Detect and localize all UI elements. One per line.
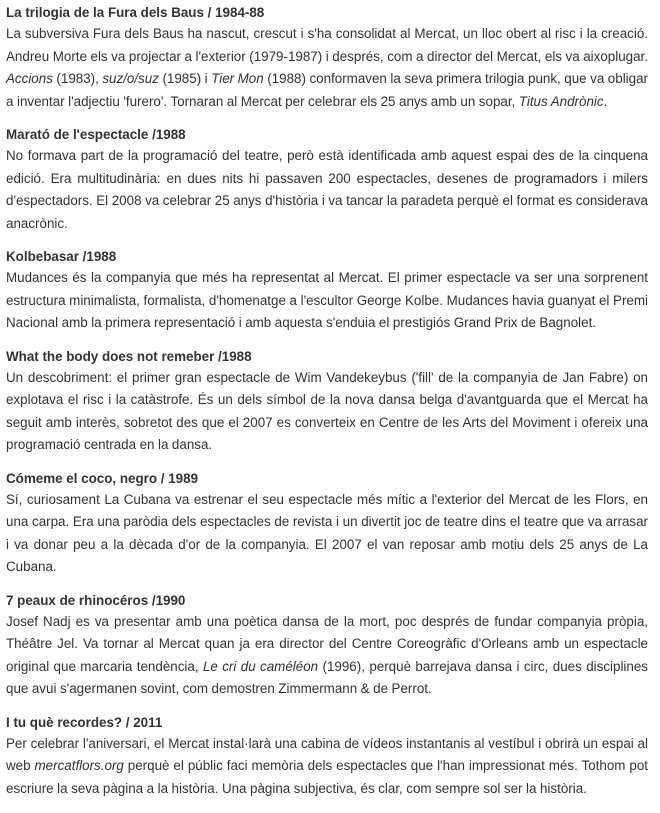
entry-body bbox=[6, 145, 648, 235]
entry-date: / 1989 bbox=[157, 470, 199, 486]
entry-heading bbox=[6, 592, 648, 610]
entry-7-peaux bbox=[6, 592, 648, 701]
text-run: (1988) conformaven la seva primera trilogia punk, que va obligar a inventar l'adjectiu 'furero'. Tornaran al Mercat per celebrar els 25 anys amb un sopar, bbox=[6, 71, 649, 109]
entry-heading bbox=[6, 248, 648, 266]
text-run: No formava part de la programació del teatre, però està identificada amb aquest espai des de la cinquena edició. Era multitudinària: en dues nits hi passaven 200 espectacles, desenes de programadors i milers d'espectadors. El 2008 va celebrar 25 anys d'història i va tancar la paradeta perquè el format es considerava anacrònic. bbox=[6, 148, 648, 231]
entry-heading bbox=[6, 4, 648, 22]
text-run: (1996), perquè barrejava dansa i circ, dues disciplines que avui s'agermanen sovint, com demostren Zimmermann & de Perrot. bbox=[6, 658, 648, 696]
entry-body bbox=[6, 733, 648, 801]
entry-body bbox=[6, 367, 648, 457]
entry-comeme-el-coco bbox=[6, 470, 648, 579]
entry-title: La trilogia de la Fura dels Baus bbox=[6, 5, 204, 20]
entry-title: 7 peaux de rhinocéros bbox=[6, 592, 149, 608]
entry-date: / 1984-88 bbox=[203, 5, 265, 20]
entry-body bbox=[6, 267, 648, 335]
entry-marato bbox=[6, 126, 648, 235]
entry-fura-dels-baus bbox=[6, 4, 648, 113]
italic-title: Accions bbox=[6, 71, 53, 86]
entry-date: /1988 bbox=[214, 348, 252, 364]
text-run: Per celebrar l'aniversari, el Mercat instal·larà una cabina de vídeos instantanis al vestíbul i obrirà un espai al web bbox=[6, 735, 648, 773]
italic-title: Le cri du caméléon bbox=[202, 658, 319, 674]
italic-title: Titus Andrònic bbox=[518, 93, 604, 109]
entry-date: /1988 bbox=[78, 249, 117, 264]
entry-heading bbox=[6, 126, 648, 144]
entry-what-the-body bbox=[6, 348, 648, 457]
text-run: La subversiva Fura dels Baus ha nascut, crescut i s'ha consolidat al Mercat, un lloc obert al risc i la creació. Andreu Morte els va projectar a l'exterior (1979-1987) i després, com a director del Mercat, els va aixoplugar. bbox=[6, 26, 648, 64]
text-run: (1985) i bbox=[158, 71, 212, 86]
entry-body bbox=[6, 23, 648, 113]
entry-body bbox=[6, 489, 648, 579]
entry-title: Kolbebasar bbox=[6, 249, 79, 264]
italic-title: suz/o/suz bbox=[102, 71, 159, 86]
text-run: Sí, curiosament La Cubana va estrenar el seu espectacle més mític a l'exterior del Mercat de les Flors, en una carpa. Era una paròdia dels espectacles de revista i un divertit joc de teatre dins el teatre que va arrasar i va donar peu a la dècada d'or de la companyia. El 2007 el van reposar amb motiu dels 25 anys de La Cubana. bbox=[6, 491, 648, 574]
text-run: . bbox=[603, 93, 608, 109]
entry-i-tu-que-recordes bbox=[6, 714, 648, 801]
entry-date: / 2011 bbox=[122, 714, 163, 730]
entry-title: I tu què recordes? bbox=[6, 714, 123, 730]
entry-title: What the body does not remeber bbox=[6, 348, 215, 364]
entry-heading bbox=[6, 470, 648, 488]
entry-title: Cómeme el coco, negro bbox=[6, 470, 158, 486]
text-run: perquè el públic faci memòria dels espectacles que l'han impressionat més. Tothom pot escriure la seva pàgina a la història. Una pàgina subjectiva, és clar, com sempre sol ser la història. bbox=[6, 758, 648, 796]
italic-title: mercatflors.org bbox=[34, 758, 124, 773]
entry-title: Marató de l'espectacle bbox=[6, 127, 149, 142]
text-run: Un descobriment: el primer gran espectacle de Wim Vandekeybus ('fill' de la companyia de Jan Fabre) on explotava el risc i la catàstrofe. És un dels símbol de la nova dansa belga d'avantguarda que el Mercat ha seguit amb interès, sobretot des que el 2007 es converteix en Centre de les Arts del Moviment i ofereix una programació centrada en la dansa. bbox=[6, 369, 648, 452]
entry-date: /1990 bbox=[148, 592, 186, 608]
text-run: Josef Nadj es va presentar amb una poètica dansa de la mort, poc després de fundar companyia pròpia, Théâtre Jel. Va tornar al Mercat quan ja era director del Centre Coreogràfic d'Orleans amb un espectacle original que marcaria tendència, bbox=[6, 613, 648, 674]
italic-title: Tier Mon bbox=[211, 71, 264, 86]
text-run: Mudances és la companyia que més ha representat al Mercat. El primer espectacle va ser una sorprenent estructura minimalista, formalista, d'homenatge a l'escultor George Kolbe. Mudances havia guanyat el Premi Nacional amb la primera representació i amb aquesta s'enduia el prestigiós Grand Prix de Bagnolet. bbox=[6, 270, 648, 330]
entry-body bbox=[6, 611, 648, 701]
entry-kolbebasar bbox=[6, 248, 648, 335]
text-run: (1983), bbox=[52, 71, 103, 86]
entry-heading bbox=[6, 714, 648, 732]
entry-heading bbox=[6, 348, 648, 366]
entry-date: /1988 bbox=[148, 127, 186, 142]
